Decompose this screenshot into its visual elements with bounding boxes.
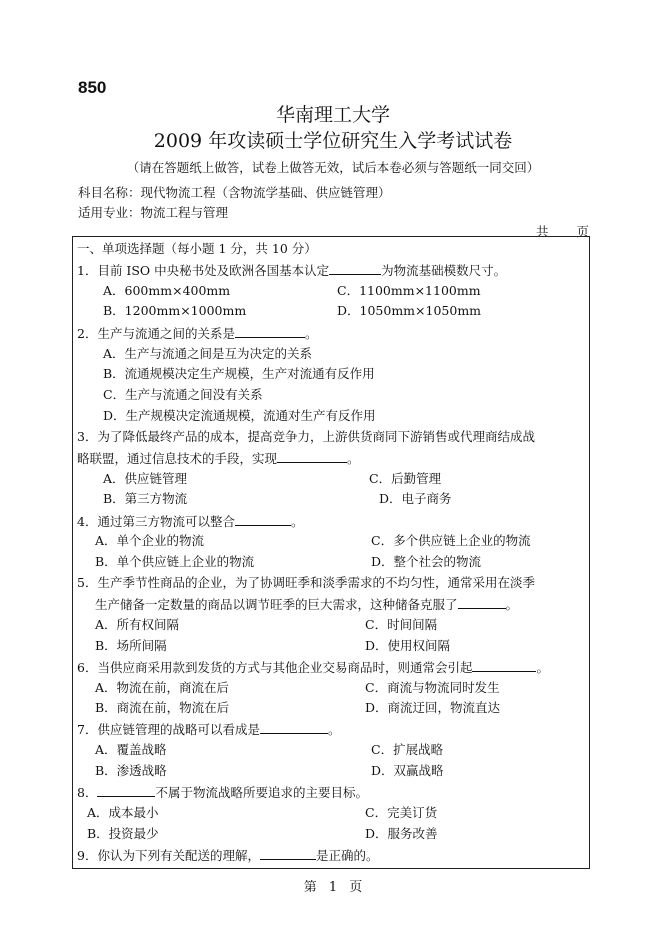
- question-3-stem: 3．为了降低最终产品的成本，提高竞争力，上游供货商同下游销售或代理商结成战: [77, 429, 535, 444]
- question-1-option-d: D．1050mm×1050mm: [337, 303, 482, 318]
- question-3-option-c: C．后勤管理: [369, 471, 442, 486]
- question-4-option-a: A．单个企业的物流: [95, 533, 205, 548]
- question-6-stem: 6．当供应商采用款到发货的方式与其他企业交易商品时，则通常会引起 。: [77, 660, 549, 675]
- question-1-stem: 1．目前 ISO 中央秘书处及欧洲各国基本认定 为物流基础模数尺寸。: [77, 263, 507, 278]
- question-5-option-c: C．时间间隔: [365, 617, 438, 632]
- question-9-stem: 9．你认为下列有关配送的理解， 是正确的。: [77, 848, 379, 863]
- answer-blank: [235, 325, 305, 338]
- applicable-major: 适用专业：物流工程与管理: [78, 205, 229, 220]
- subject-name: 科目名称：现代物流工程（含物流学基础、供应链管理）: [78, 185, 391, 200]
- question-4-option-d: D．整个社会的物流: [371, 554, 482, 569]
- exam-code: 850: [78, 78, 107, 97]
- section-heading: 一、单项选择题（每小题 1 分，共 10 分）: [77, 241, 317, 256]
- question-3-option-a: A．供应链管理: [103, 471, 188, 486]
- question-1-option-a: A．600mm×400mm: [103, 283, 231, 298]
- question-2-option-a: A．生产与流通之间是互为决定的关系: [103, 346, 313, 361]
- question-7-stem: 7．供应链管理的战略可以看成是 。: [77, 722, 341, 737]
- total-pages: 共 页: [536, 224, 589, 239]
- question-8-option-d: D．服务改善: [365, 826, 438, 841]
- question-7-option-a: A．覆盖战略: [95, 742, 167, 757]
- exam-notice: （请在答题纸上做答，试卷上做答无效，试后本卷必须与答题纸一同交回）: [126, 160, 540, 175]
- question-5-stem-cont: 生产储备一定数量的商品以调节旺季的巨大需求，这种储备克服了 。: [95, 597, 519, 612]
- question-4-option-b: B．单个供应链上企业的物流: [95, 554, 255, 569]
- question-5-option-a: A．所有权间隔: [95, 617, 180, 632]
- question-8-option-a: A．成本最小: [87, 805, 159, 820]
- question-1-option-b: B．1200mm×1000mm: [103, 303, 247, 318]
- question-3-stem-cont: 略联盟，通过信息技术的手段，实现 。: [77, 451, 360, 466]
- question-5-option-b: B．场所间隔: [95, 638, 167, 653]
- exam-title: 2009 年攻读硕士学位研究生入学考试试卷: [153, 130, 513, 152]
- university-name: 华南理工大学: [275, 104, 390, 126]
- answer-blank: [329, 262, 381, 275]
- answer-blank: [277, 450, 347, 463]
- question-7-option-d: D．双赢战略: [371, 763, 444, 778]
- question-4-stem: 4．通过第三方物流可以整合 。: [77, 514, 304, 529]
- question-6-option-a: A．物流在前，商流在后: [95, 680, 230, 695]
- page-number: 第 1 页: [303, 880, 363, 895]
- question-7-option-c: C．扩展战略: [371, 742, 444, 757]
- question-5-option-d: D．使用权间隔: [365, 638, 451, 653]
- question-6-option-b: B．商流在前，物流在后: [95, 700, 230, 715]
- answer-blank: [472, 659, 536, 672]
- answer-blank: [458, 596, 506, 609]
- answer-blank: [97, 784, 155, 797]
- answer-blank: [260, 847, 316, 860]
- question-6-option-d: D．商流迂回，物流直达: [365, 700, 501, 715]
- question-2-option-b: B．流通规模决定生产规模，生产对流通有反作用: [103, 366, 375, 381]
- question-2-stem: 2．生产与流通之间的关系是 。: [77, 326, 318, 341]
- question-4-option-c: C．多个供应链上企业的物流: [371, 533, 531, 548]
- question-2-option-d: D．生产规模决定流通规模，流通对生产有反作用: [103, 408, 376, 423]
- question-8-stem: 8． 不属于物流战略所要追求的主要目标。: [77, 785, 368, 800]
- question-8-option-b: B．投资最少: [87, 826, 159, 841]
- question-2-option-c: C．生产与流通之间没有关系: [103, 387, 263, 402]
- question-6-option-c: C．商流与物流同时发生: [365, 680, 500, 695]
- answer-blank: [260, 721, 328, 734]
- question-1-option-c: C．1100mm×1100mm: [337, 283, 481, 298]
- question-frame: [72, 236, 590, 869]
- question-3-option-d: D．电子商务: [379, 491, 452, 506]
- question-7-option-b: B．渗透战略: [95, 763, 167, 778]
- answer-blank: [235, 513, 291, 526]
- question-3-option-b: B．第三方物流: [103, 491, 188, 506]
- question-8-option-c: C．完美订货: [365, 805, 438, 820]
- question-5-stem: 5．生产季节性商品的企业，为了协调旺季和淡季需求的不均匀性，通常采用在淡季: [77, 575, 535, 590]
